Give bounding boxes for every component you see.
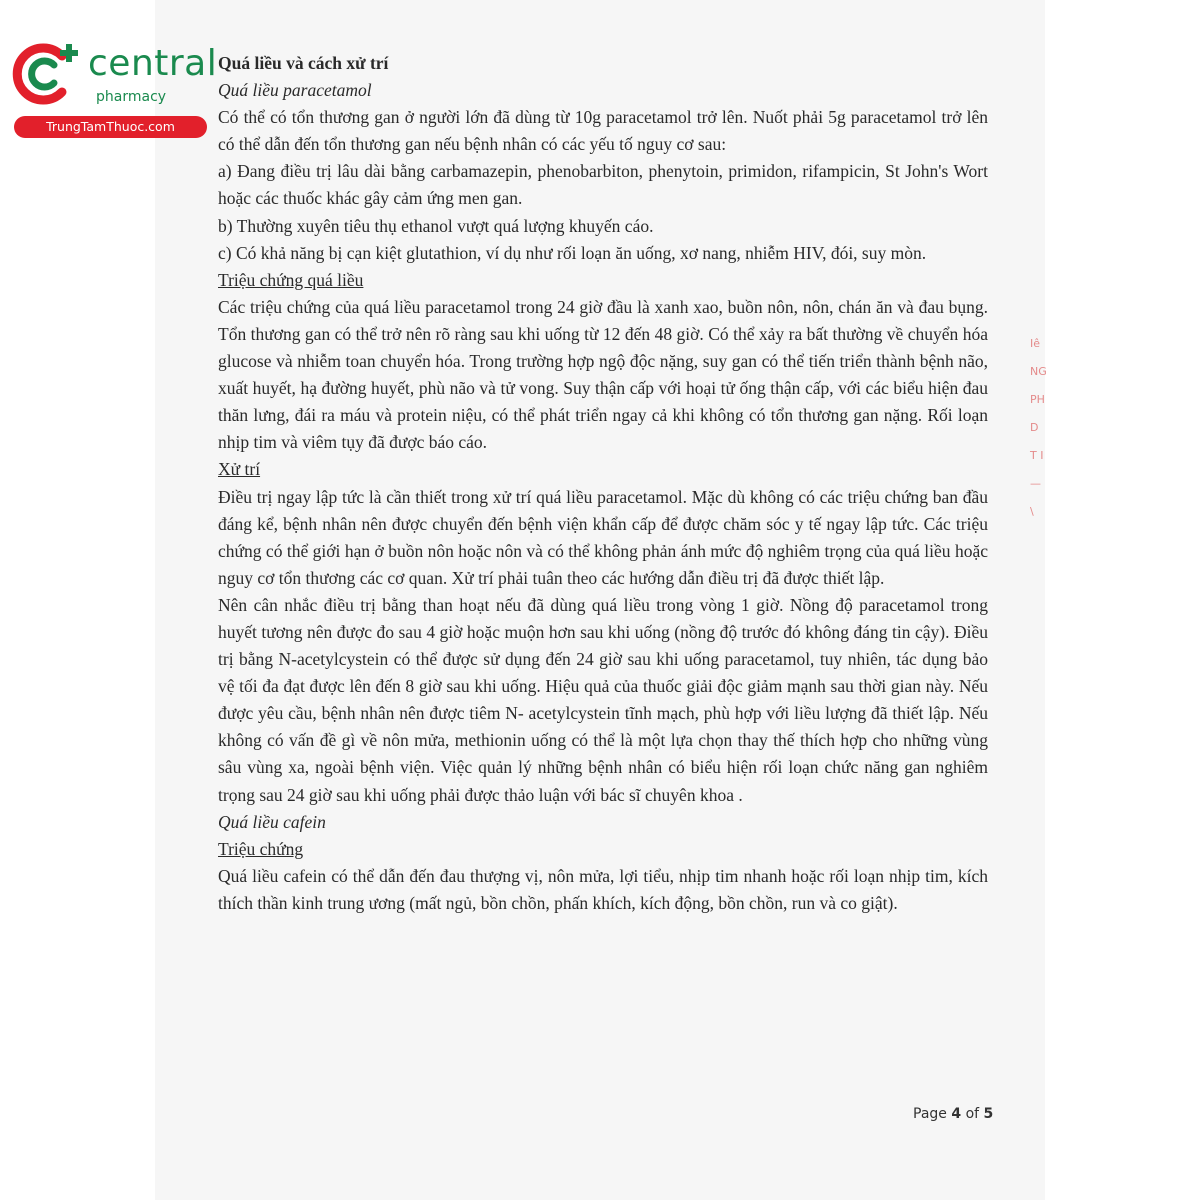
page-current: 4	[951, 1106, 962, 1122]
red-stamp-fragment	[1030, 330, 1048, 526]
risk-factor-b: b) Thường xuyên tiêu thụ ethanol vượt quá lượng khuyến cáo.	[218, 215, 654, 236]
stamp-text: D	[1030, 421, 1039, 434]
page-prefix: Page	[913, 1106, 947, 1122]
symptoms-paragraph: Các triệu chứng của quá liều paracetamol trong 24 giờ đầu là xanh xao, buồn nôn, nôn, chán ăn và đau bụng. Tổn thương gan có thể trở nên rõ ràng sau khi uống từ 12 đến 48 giờ. Có thể xảy ra bất thường về chuyển hóa glucose và nhiễm toan chuyển hóa. Trong trường hợp ngộ độc nặng, suy gan có thể tiến triển thành bệnh não, xuất huyết, hạ đường huyết, phù não và tử vong. Suy thận cấp với hoại tử ống thận cấp, với các biểu hiện đau thăn lưng, đái ra máu và protein niệu, có thể phát triển ngay cả khi không có tổn thương gan nặng. Rối loạn nhịp tim và viêm tụy đã được báo cáo.	[218, 296, 988, 453]
section-heading: Quá liều và cách xử trí	[218, 53, 389, 73]
risk-factor-a: a) Đang điều trị lâu dài bằng carbamazepin, phenobarbiton, phenytoin, primidon, rifampicin, St John's Wort hoặc các thuốc khác gây cảm ứng men gan.	[218, 161, 988, 209]
logo-name: central	[88, 43, 218, 84]
cafein-symptoms-paragraph: Quá liều cafein có thể dẫn đến đau thượng vị, nôn mửa, lợi tiểu, nhịp tim nhanh hoặc rối loạn nhịp tim, kích thích thần kinh trung ương (mất ngủ, bồn chồn, phấn khích, kích động, bồn chồn, run và co giật).	[218, 865, 988, 913]
document-content	[218, 50, 988, 917]
page-number	[913, 1106, 993, 1122]
logo-subtitle: pharmacy	[96, 89, 167, 105]
intro-paragraph: Có thể có tổn thương gan ở người lớn đã dùng từ 10g paracetamol trở lên. Nuốt phải 5g paracetamol trở lên có thể dẫn đến tổn thương gan nếu bệnh nhân có các yếu tố nguy cơ sau:	[218, 107, 988, 155]
stamp-text: NG	[1030, 365, 1047, 378]
page-total: 5	[983, 1106, 994, 1122]
treatment-paragraph-2: Nên cân nhắc điều trị bằng than hoạt nếu đã dùng quá liều trong vòng 1 giờ. Nồng độ paracetamol trong huyết tương nên được đo sau 4 giờ hoặc muộn hơn sau khi uống (nồng độ trước đó không đáng tin cậy). Điều trị bằng N-acetylcystein có thể được sử dụng đến 24 giờ sau khi uống paracetamol, tuy nhiên, tác dụng bảo vệ tối đa đạt được lên đến 8 giờ sau khi uống. Hiệu quả của thuốc giải độc giảm mạnh sau thời gian này. Nếu được yêu cầu, bệnh nhân nên được tiêm N- acetylcystein tĩnh mạch, phù hợp với liều lượng đã thiết lập. Nếu không có vấn đề gì về nôn mửa, methionin uống có thể là một lựa chọn thay thế thích hợp cho những vùng sâu vùng xa, ngoài bệnh viện. Việc quản lý những bệnh nhân có biểu hiện rối loạn chức năng gan nghiêm trọng sau 24 giờ sau khi uống phải được thảo luận với bác sĩ chuyên khoa .	[218, 594, 988, 805]
cafein-overdose-subheading: Quá liều cafein	[218, 811, 326, 832]
page-sep: of	[965, 1106, 980, 1122]
stamp-text: T I	[1030, 449, 1044, 462]
stamp-text: \	[1030, 505, 1034, 518]
pharmacy-cross-logo-icon	[10, 38, 82, 110]
paracetamol-overdose-subheading: Quá liều paracetamol	[218, 80, 372, 101]
logo-url-badge: TrungTamThuoc.com	[14, 116, 207, 138]
stamp-text: —	[1030, 477, 1041, 490]
treatment-heading: Xử trí	[218, 459, 261, 480]
risk-factor-c: c) Có khả năng bị cạn kiệt glutathion, ví dụ như rối loạn ăn uống, xơ nang, nhiễm HIV, đói, suy mòn.	[218, 242, 927, 263]
stamp-text: PH	[1030, 393, 1045, 406]
stamp-text: Iê	[1030, 337, 1041, 350]
treatment-paragraph-1: Điều trị ngay lập tức là cần thiết trong xử trí quá liều paracetamol. Mặc dù không có các triệu chứng ban đầu đáng kể, bệnh nhân nên được chuyển đến bệnh viện khẩn cấp để được chăm sóc y tế ngay lập tức. Các triệu chứng có thể giới hạn ở buồn nôn hoặc nôn và có thể không phản ánh mức độ nghiêm trọng của quá liều hoặc nguy cơ tổn thương các cơ quan. Xử trí phải tuân theo các hướng dẫn điều trị đã được thiết lập.	[218, 486, 988, 588]
cafein-symptoms-heading: Triệu chứng	[218, 838, 304, 859]
symptoms-heading: Triệu chứng quá liều	[218, 269, 364, 290]
central-pharmacy-logo	[10, 38, 218, 138]
